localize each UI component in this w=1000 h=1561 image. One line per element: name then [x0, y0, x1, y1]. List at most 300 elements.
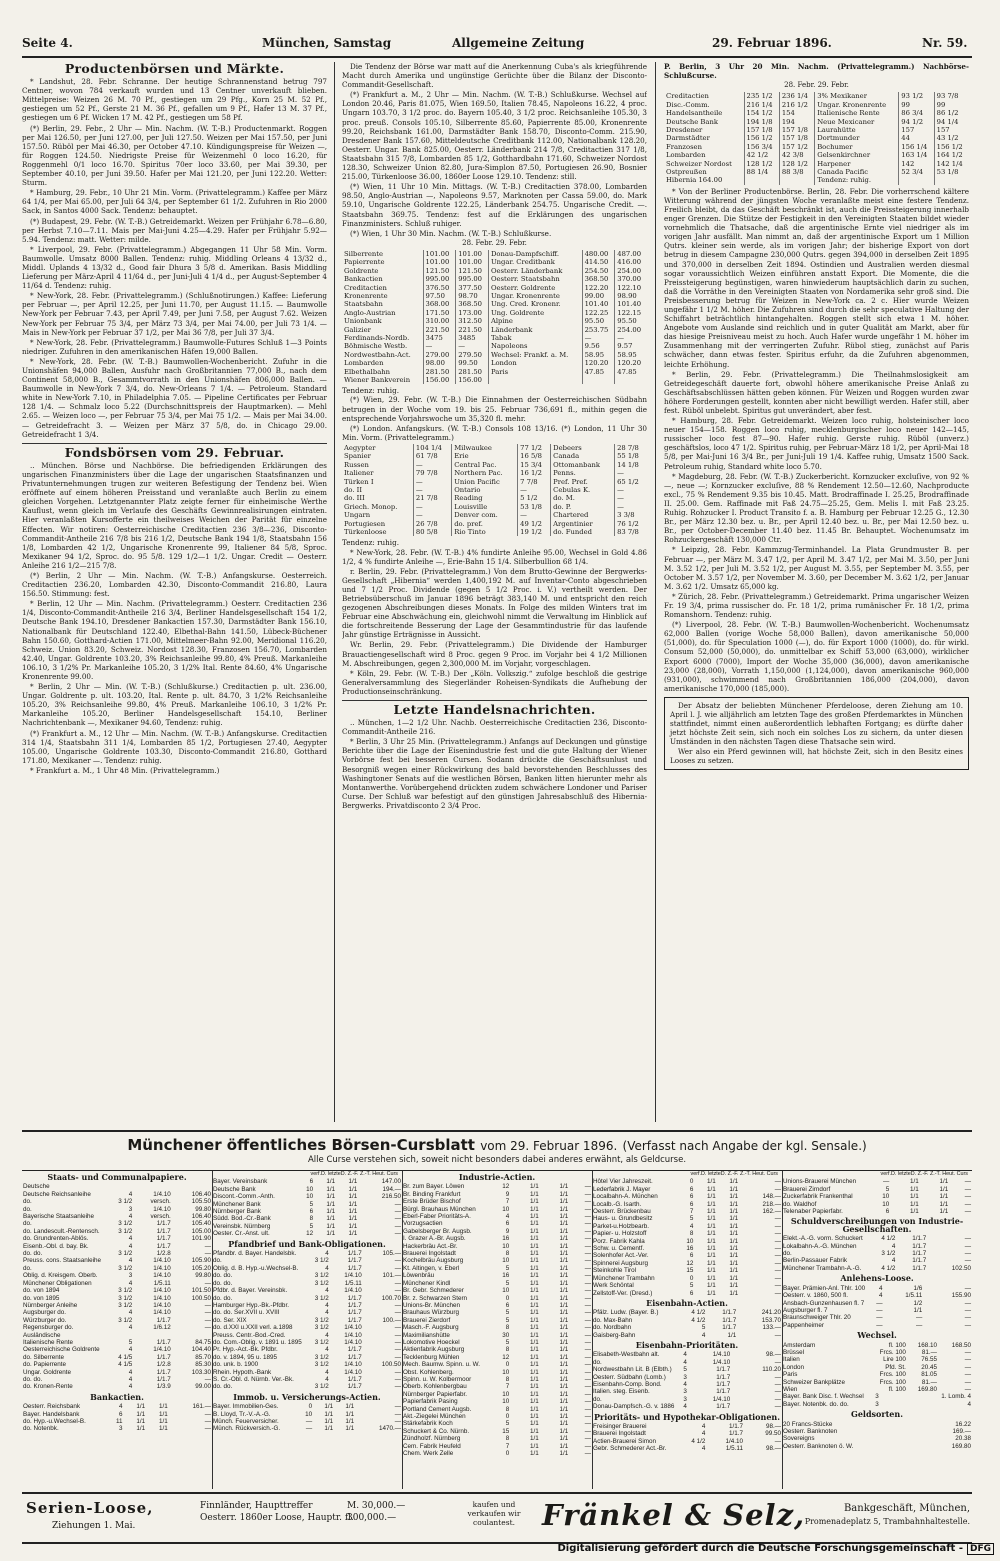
section-heading-letzte: Letzte Handelsnachrichten.: [393, 702, 596, 717]
bank-row: Nürnberger Bank 6 1/1 1/1 —: [213, 1208, 401, 1216]
pfandbrief-row: do. Ser. XIX 3 1/2 1/1.7 100.—: [213, 1316, 401, 1324]
brauerei-row: Brauerei Zirndorf 5 1/1 1/1 —: [783, 1185, 971, 1193]
wien-row: Bankactien 995.00 995.00 Oesterr. Staatsbahn 368.50 370.00: [344, 275, 642, 284]
hypothekar-row: Gebr. Schmederer Act.-Br. 4 1/5.11 98.—: [593, 1445, 781, 1453]
industrie-row: Schuckert & Co. Nürnb. 15 1/1 1/1 —: [403, 1427, 591, 1435]
section-heading-produktenboersen: Productenbörsen und Märkte.: [64, 62, 285, 76]
section-schuldverschreibungen: Schuldverschreibungen von Industrie-Gesellschaften.: [790, 1216, 964, 1234]
table-eisenbahn: [592, 1309, 782, 1339]
berlin-row: Creditactien 235 1/2 236 1/4 3% Mexikaner 93 1/2 93 7/8: [666, 92, 959, 101]
bank-brand: Fränkel & Selz,: [542, 1498, 806, 1532]
staatspapier-row: do. do. 4 1/1.7 —: [23, 1375, 211, 1383]
market-report-5: * New-York, 28. Febr. (Privattelegramm.) (Schlußnotirungen.) Kaffee: Lieferung per Februar —, per April 12.25, per Juni 11.70, per August 11.15. — Baumwolle New-York per Februar 7.43, per April 7.49, per Juni 7.58, per August 7.62. Weizen New-York per Februar 75 3/4, per März 73 3/4, per Mai 74.00, per Juli 73 1/4. — Mais in New-York per Februar 37 1/2, per Mai 36 7/8, per Juli 37 3/4.: [22, 291, 327, 337]
immobilie-row: B. Lloyd, Tr.-V.-A.-G. 10 1/1 1/1 —: [213, 1410, 401, 1418]
staatspapier-row: Oblig. d. Kreisgem. Oberb. 3 1/4.10 99.80: [23, 1272, 211, 1280]
industrie2-row: Parket-u.Holzbearb. 4 1/1 1/1 —: [593, 1222, 781, 1230]
industrie-row: Oberb. Kohlenbergbau 7 1/1 1/1 —: [403, 1383, 591, 1391]
geldsorte-row: Oesterr. Banknoten ö. W. 169.80: [783, 1442, 971, 1450]
industrie-row: Portland Cement Augsb. 8 1/1 1/1 —: [403, 1405, 591, 1413]
berlin-table: [664, 92, 969, 184]
pfandbrief-row: do. do. 3 1/2 1/4.10 101.—: [213, 1272, 401, 1280]
boerse-report-c-0: * New-York, 28. Febr. (W. T.-B.) 4% fundirte Anleihe 95.00, Wechsel in Gold 4.86 1/2, 4 % fundirte Anleihe —, Erie-Bahn 15 1/4. Silberbullion 68 1/4.: [342, 547, 647, 566]
bank-row: Discont.-Comm.-Anth. 10 1/1 1/1 216.50: [213, 1193, 401, 1201]
staatspapier-row: do. 3 1/2 1/1.7 105.40: [23, 1220, 211, 1228]
table-hypothekar: [592, 1423, 782, 1453]
london-row: Türken I — Union Pacific 7 7/8 Pref. Pref. 65 1/2: [344, 477, 639, 486]
staatspapier-row: do. do. 3 1/2 1/2.8 —: [23, 1250, 211, 1258]
pfandbrief-row: Rhein. Hypoth.-Bank 4 1/4.10 —: [213, 1368, 401, 1376]
wechsel-row: Wien fl. 100 169.80 —: [783, 1385, 971, 1393]
bank-row: Oester. Cr.-Anst. ult. 12 1/1 1/1 —: [213, 1230, 401, 1238]
immobilie-row: Bayer. Immobilien-Ges. 0 1/1 1/1 —: [213, 1403, 401, 1411]
table-wechsel: [782, 1342, 972, 1394]
table-industrie: [402, 1183, 592, 1457]
industrie-row: Hackerbräu Act.-Br. 10 1/1 1/1 —: [403, 1242, 591, 1250]
industrie-row: Akt.-Ziegelei München 0 1/1 1/1 —: [403, 1413, 591, 1420]
boerse-report-c-2: Wr. Berlin, 29. Febr. (Privattelegramm.) Die Dividende der Hamburger Brauactiengesellschaft wird 8 Proc. gegen 9 Proc. im Vorjahr bei 4 1/2 Millionen M. Abschreibungen, gegen 2,300,000 M. im Vorjahr, vorgeschlagen.: [342, 640, 647, 668]
london-row: do. III 21 7/8 Reading 5 1/2 do. M. —: [344, 494, 624, 503]
col3-paragraphs: [664, 187, 969, 693]
geldsorte-row: Sovereigns 20.38: [783, 1435, 971, 1443]
prioritaet-row: Eisenbahn-Comp. Bond. 4 1/1.7 —: [593, 1380, 781, 1388]
staatspapier-row: Italienische Rente 5 1/1.7 84.75: [23, 1338, 211, 1346]
wien-row: Papierrente 101.00 101.00 Ungar. Creditbank 414.50 416.00: [344, 258, 642, 267]
staatspapier-row: Würzburger do. 3 1/2 1/1.7 —: [23, 1316, 211, 1324]
section-bankactien: Bankactien.: [90, 1391, 144, 1402]
industrie-row: Spinn. u. W. Kolbermoor 8 1/1 1/1 —: [403, 1375, 591, 1383]
section-industrie: Industrie-Actien.: [458, 1172, 536, 1182]
industrie-row: Lokomotive Hoeckel 5 1/1 1/1 —: [403, 1338, 591, 1346]
industrie-row: Kochelbräu Augsburg 10 1/1 1/1 —: [403, 1257, 591, 1265]
section-immobilien: Immob. u. Versicherungs-Actien.: [233, 1391, 381, 1402]
pfandbrief-row: S. Cr.-Obl. d. Nürnb. Ver.-Bk. 4 1/1.7 —: [213, 1375, 401, 1383]
pfandbrief-row: do. 3 1/2 1/1.7 —: [213, 1257, 401, 1265]
pfandbrief-row: do. v. 1894, 95 u. 1895 3 1/2 1/1.7 —: [213, 1353, 401, 1361]
pfandbrief-row: do. unk. b. 1900 3 1/2 1/4.10 100.50: [213, 1361, 401, 1369]
prioritaet-row: Oesterr. Südbahn (Lomb.) 3 1/1.7 —: [593, 1373, 781, 1381]
market-report-2: * Hamburg, 29. Febr., 10 Uhr 21 Min. Vorm. (Privattelegramm.) Kaffee per März 64 1/4, per Mai 65.00, per Juli 64 3/4, per September 61 1/2. Zufuhren in Rio 2000 Sack, in Santos 4000 Sack. Tendenz: behauptet.: [22, 188, 327, 216]
fonds-report-b-1: (*) Frankfurt a. M., 12 Uhr — Min. Nachm. (W. T.-B.) Anfangskurse. Creditactien 314 1/4, Staatsbahn 311 1/4, Lombarden 85 1/2, Portugiesen 27.40, Aegypter 105.00, Ungarische Goldrente 103.30, Disconto-Commandit 216.80, Gotthard 171.80, Mexikaner —. Tendenz: ruhig.: [22, 728, 327, 765]
col1-paragraphs-2: [22, 461, 327, 681]
schuldverschreibung-row: Elekt.-A.-G. vorm. Schuckert 4 1/2 1/1.7 —: [783, 1235, 971, 1243]
schuldverschreibung-row: Lokalbahn-A.-G. München 4 1/1.7 —: [783, 1242, 971, 1250]
table-immobilien: [212, 1403, 402, 1433]
london-row: Portugiesen 26 7/8 do. pref. 49 1/2 Argentinier 76 1/2: [344, 519, 639, 528]
disconto-row: Bayer. Notenbk. do. do. 3 4: [783, 1400, 971, 1408]
column-header: verf.D. letzteD. Z.-F. Z.-T. Heut. Curs: [310, 1171, 398, 1177]
industrie-row: Maximilianshütte 30 1/1 1/1 —: [403, 1331, 591, 1339]
section-anlehens-loose: Anlehens-Loose.: [840, 1273, 914, 1284]
newspaper-page: [22, 8, 972, 1548]
staatspapier-row: Preuss. cons. Staatsanleihe 4 1/4.10 105.90: [23, 1257, 211, 1265]
wien-tendenz: Tendenz: ruhig.: [342, 386, 399, 396]
ziehung-label: Ziehungen 1. Mai.: [52, 1521, 136, 1531]
fonds-report-1: (*) Berlin, 2 Uhr — Min. Nachm. (W. T.-B.) Anfangskurse. Oesterreich. Creditactien 236.20, Lombarden 42.30, Disconto-Commandit 216.80, Laura 156.50. Stimmung: fest.: [22, 570, 327, 599]
wien-table: [342, 250, 647, 385]
boerse-report-3: (*) Wien, 1 Uhr 30 Min. Nachm. (W. T.-B.) Schlußkurse.: [350, 228, 552, 238]
staatspapier-row: Eisenb.-Obl. d. bay. Bk. 4 1/1.7 —: [23, 1242, 211, 1250]
industrie-row: Unions-Br. München 6 1/1 1/1 —: [403, 1301, 591, 1309]
col1-paragraphs-3: [22, 682, 327, 775]
prioritaet-row: Nordwestbahn Lit. B (Elbth.) 5 1/1.7 110.20: [593, 1366, 781, 1374]
boerse-report-c-3: * Köln, 29. Febr. (W. T.-B.) Der „Köln. Volkszig.“ zufolge beschloß die gestrige Generalversammlung des Siegerländer Roheisen-Syndikats die Aufhebung der Productionseinschränkung.: [342, 668, 647, 696]
column-3: [664, 62, 969, 1122]
industrie-row: Kt. Altingen, v. Eberl 5 1/1 1/1 —: [403, 1264, 591, 1272]
anlehen-row: Braunschweiger Thlr. 20 — — —: [783, 1314, 971, 1322]
productenboerse-report-5: * Zürich, 28. Febr. (Privattelegramm.) Getreidemarkt. Prima ungarischer Weizen Fr. 19 3/4, prima russischer do. Fr. 18 1/2, prima rumänischer Fr. 18 1/2, prima Romanshorn. Tendenz: ruhig.: [664, 591, 969, 620]
page-header: [22, 36, 972, 58]
cursblatt-col-3: [402, 1171, 593, 1489]
geldsorte-row: Oesterr. Banknoten 169.—: [783, 1428, 971, 1435]
table-disconto: [782, 1393, 972, 1408]
pfandbrief-row: Oblig. d. B. Hyp.-u.Wechsel-B. 4 1/1.7 —: [213, 1264, 401, 1272]
wien-row: Unionbank 310.00 312.50 Alpine 95.50 95.50: [344, 317, 637, 326]
hypothekar-row: Brauerei Ingolstadt 4 1/1.7 99.50: [593, 1430, 781, 1438]
pfandbrief-row: do. do. 3 1/2 1/1.7 100.70: [213, 1294, 401, 1302]
loose-amounts: M. 30,000.— 300,000.—: [347, 1501, 406, 1523]
industrie-row: Papierfabrik Pasing 10 1/1 1/1 —: [403, 1398, 591, 1406]
berlin-row: Disc.-Comm. 216 1/4 216 1/2 Ungar. Kronenrente 99 99: [666, 100, 946, 109]
prioritaet-row: do. 4 1/4.10 —: [593, 1358, 781, 1366]
productenboerse-report-3: * Magdeburg, 28. Febr. (W. T.-B.) Zuckerbericht. Kornzucker excluſive, von 92 % —, neue —; Kornzucker excluſive, 88 % Rendement 12.50—12.60, Nachproducte excl., 75 % Rendement 9.35 bis 10.45. Matt. Brodraffinade I. 25.25, Brodraffinade II. 25.00. Gem. Raffinade mit Faß 24.75—25.25, Gem. Melis I. mit Faß 23.25. Ruhig. Rohzucker I. Product Transito f. a. B. Hamburg per Februar 12.25 G., 12.30 Br., per März 12.30 bez. u. Br., per April 12.40 bez. u. Br., per Mai 12.50 bez. u. Br., per October-December 11.40 bez. 11.45 Br. Behauptet. Wochenumsatz im Rohzuckergeschäft 130,000 Ctr.: [664, 471, 969, 545]
section-wechsel: Wechsel.: [857, 1330, 897, 1341]
table-brauereien: [782, 1178, 972, 1215]
industrie-row: Vorzugsactien 6 1/1 1/1 —: [403, 1220, 591, 1228]
productenboerse-report-0: * Von der Berliner Productenbörse. Berlin, 28. Febr. Die vorherrschend kältere Witterung während der jüngsten Woche veranlaßte meist eine festere Tendenz. Freilich bleibt, da das Geschäft beschränkt ist, auch die Preissteigerung innerhalb enger Grenzen. Die Stütze der Festigkeit in den Vereinigten Staaten bildet wieder vornehmlich die Thatsache, daß die argentinische Ernte viel niedriger als im vorigen Jahr ausfällt. Man nimmt an, daß der argentinische Export um 1 Million Qutrs. kleiner sein werde, als im vorigen Jahr; der bisherige Export von dort betrug in diesem Campagne 230,000 Qutrs. gegen 394,000 in derselben Zeit 1895 und 370,000 in derselben Zeit 1894. Ostindien und Australien werden diesmal sogar voraussichtlich Weizen einführen anstatt Export. Die Momente, die die Preissteigerung begünstigen, waren hinwiederum hauptsächlich darin zu suchen, daß die Vorräthe in den Vereinigten Staaten von Nordamerika sehr groß sind. Die Preisbesserung betrug für Weizen in New-York ca. 2 c. Hier wurde Weizen ungefähr 1 1/2 M. höher. Die Zufuhren sind durch die sehr speculative Haltung der Schiffahrt beträchtlich hintangehalten. Roggen stellt sich etwa 1 M. höher. Angebote vom Auslande sind reichlich und in guter Qualität am Markt, aber für das hiesige Preisniveau meist zu hoch. Auch Hafer wurde ungefähr 1 M. höher im Zusammenhang mit der verringerten Zufuhr. Rübol stieg, zunächst auf Paris schwächer, dann etwas fester. Spiritus erfuhr, da die Zufuhren abgenommen, leichte Erhöhung.: [664, 186, 969, 369]
cursblatt-col-1: [22, 1171, 213, 1489]
section-geldsorten: Geldsorten.: [851, 1409, 903, 1420]
section-eisenbahn: Eisenbahn-Actien.: [646, 1297, 728, 1308]
bankactie-row: do. Notenbk. 3 1/1 1/1 —: [23, 1425, 211, 1433]
bank-row: Deutsche Bank 10 1/1 1/1 194.—: [213, 1185, 401, 1193]
market-report-6: * New-York, 28. Febr. (Privattelegramm.) Baumwolle-Futures Schluß 1—3 Points niedriger. Zufuhren in den amerikanischen Häfen 19,000 Ballen.: [22, 337, 327, 356]
pfandbrief-row: Hamburger Hyp.-Bk.-Pfdbr. 4 1/1.7 —: [213, 1301, 401, 1309]
column-header-5: verf.D. letzteD. Z.-F. Z.-T. Heut. Curs: [880, 1171, 968, 1177]
issue-number: Nr. 59.: [922, 36, 968, 50]
dfg-logo: DFG: [967, 1543, 994, 1555]
productenboerse-report-6: (*) Liverpool, 28. Febr. (W. T.-B.) Baumwollen-Wochenbericht. Wochenumsatz 62,000 Ballen (vorige Woche 58,000 Ballen), davon amerikanische 50,000 (51,000), do. für Speculation 1000 (—), do. für Export 1000 (1000), do. für wirkl. Consum 52,000 (50,000), do. unmittelbar ex Schiff 53,000 (63,000), wirklicher Export 6000 (7000), Import der Woche 35,000 (36,000), davon amerikanische 23,000 (28,000), Vorrath 1,150,000 (1,124,000), davon amerikanische 960,000 (931,000), schwimmend nach Großbritannien 186,000 (204,000), davon amerikanische 170,000 (185,000).: [664, 620, 969, 693]
boerse-report-b-1: (*) London. Anfangskurs. (W. T.-B.) Consols 108 13/16. (*) London, 11 Uhr 30 Min. Vorm. (Privattelegramm.): [342, 423, 647, 442]
letzte-nachricht-0: .. München, 1—2 1/2 Uhr. Nachb. Oesterreichische Creditactien 236, Disconto-Commandit-Antheile 216.: [342, 718, 647, 737]
industrie-row: Tecklenburg Mühlen 12 1/1 1/1 —: [403, 1353, 591, 1361]
market-report-4: * Liverpool, 29. Febr. (Privattelegramm.) Abgegangen 11 Uhr 58 Min. Vorm. Baumwolle. Umsatz 8000 Ballen. Tendenz: ruhig. Middling Orleans 4 13/32 d., Middl. Uplands 4 13/32 d., Good fair Dhura 3 5/8 d. Amerikan. Basis Middling Lieferung per März-April 4 11/64 d., per Juni-Juli 4 1/4 d., per August-September 4 11/64 d. Tendenz: ruhig.: [22, 244, 327, 291]
staatspapier-row: Münchener Obligationen 4 1/5.11 —: [23, 1279, 211, 1287]
prioritaet-row: do. 3 1/4.10 —: [593, 1395, 781, 1403]
cursblatt-col-2: [212, 1171, 403, 1489]
pfandbrief-row: do. do. 3 1/2 1/1.7 —: [213, 1383, 401, 1391]
bankactie-row: Bayer. Handelsbank 6 1/1 1/1 —: [23, 1410, 211, 1418]
industrie-row: I. Grazer A.-Br. Augsb. 16 1/1 1/1 —: [403, 1235, 591, 1243]
bankactie-row: Oesterr. Reichsbank 4 1/1 1/1 161.—: [23, 1403, 211, 1411]
bank-row: Südd. Bod.-Cr.-Bank 8 1/1 1/1 —: [213, 1215, 401, 1223]
industrie2-row: Papier- u. Holzstoff 8 1/1 1/1 —: [593, 1230, 781, 1238]
wien-row: Anglo-Austrian 171.50 173.00 Ung. Goldrente 122.25 122.15: [344, 308, 642, 317]
industrie-row: Münchener Kindl 5 1/1 1/1 —: [403, 1279, 591, 1287]
industrie2-row: Solenhofer Act.-Ver. 6 1/1 1/1 —: [593, 1252, 781, 1260]
berlin-row: Dresdener 157 1/8 157 1/8 Laurahütte 157 157: [666, 125, 950, 134]
industrie-row: Erste Brüder Bischof 7 1/1 1/1 —: [403, 1198, 591, 1206]
prioritaet-row: Donau-Dampfsch.-G. v. 1886 4 1/1.7 —: [593, 1403, 781, 1411]
berlin-nachboerse-title: P. Berlin, 3 Uhr 20 Min. Nachm. (Privattelegramm.) Nachbörse-Schlußcurse.: [664, 62, 969, 81]
pfandbrief-row: do. do. 3 1/2 1/5.11 —: [213, 1279, 401, 1287]
market-report-3: (*) Budapest, 29. Febr. (W. T.-B.) Getreidemarkt. Weizen per Frühjahr 6.78—6.80, per Herbst 7.10—7.11. Mais per Mai-Juni 4.25—4.29. Hafer per Frühjahr 5.92—5.94. Tendenz: matt. Wetter: milde.: [22, 216, 327, 244]
industrie2-row: Lederfabrik J. Mayer 6 1/1 1/1 —: [593, 1185, 781, 1193]
staatspapier-row: do. Silberrente 4 1/5 1/1.7 85.70: [23, 1353, 211, 1361]
boerse-report-1: (*) Frankfurt a. M., 2 Uhr — Min. Nachm. (W. T.-B.) Schlußkurse. Wechsel auf London 20.46, Paris 81.075, Wien 169.50, Italien 78.45, Napoleons 16.22, 4 proc. Ungarn 103.70, 3 1/2 proc. do. Bayern 105.40, 3 1/2 proc. Reichsanleihe 105.30, 3 proc. preuß. Consols 105.10, Silberrente 85.60, Papierrente 85.00, Kronenrente 99.20, Reichsbank 161.00, Darmstädter Bank 158.70, Disconto-Comm. 215.90, Dresdener Bank 157.60, Mitteldeutsche Creditbank 112.00, Nationalbank 128.20, Oesterr. Ungar. Bank 825.00, Oesterr. Länderbank 214 7/8, Creditactien 317 1/8, Staatsbahn 315 7/8, Lombarden 85 1/2, Gotthardbahn 171.60, Schweizer Nordost 128.30, Schweizer Union 82.80, Jura-Simplon 87.50, Portugiesen 26.90, Bosnier 215.00, Türkenloose 36.00, 1860er Loose 129.10. Tendenz: still.: [342, 90, 647, 182]
wechsel-row: Italien Lire 100 76.55 —: [783, 1356, 971, 1364]
industrie-row: Br. Binding Frankfurt 9 1/1 1/1 —: [403, 1190, 591, 1198]
staatspapier-row: do. Landescult.-Rentensch. 3 1/2 1/1.7 105.00: [23, 1227, 211, 1235]
london-tendenz: Tendenz: ruhig.: [342, 538, 399, 548]
market-report-7: * New-York, 28. Febr. (W. T.-B.) Baumwollen-Wochenbericht. Zufuhr in die Unionshäfen 94,000 Ballen, Ausfuhr nach Großbritannien 77,000 B., nach dem Continent 58,000 B., Gesammtvorrath in den Unionshäfen 806,000 Ballen. — Baumwolle in New-York 7 3/4, do. New-Orleans 7 1/4. — Petroleum. Standard white in New-York 7.10, in Philadelphia 7.05. — Pipeline Certificates per Februar 128 1/4. — Schmalz loco 5.22 (Durchschnittspreis der Hauptmarken). — Mehl 2.65. — Weizen loco —, per Februar 75 3/4, per Mai 75 1/2. — Mais per Mai 34.00. — Getreidefracht 3. — Weizen per März 37 5/8, do. in Chicago 29.00. Getreidefracht 1 3/4.: [22, 356, 327, 439]
industrie2-row: Münchener Trambahn 0 1/1 1/1 —: [593, 1274, 781, 1282]
industrie-row: Bürgl. Brauhaus München 10 1/1 1/1 —: [403, 1205, 591, 1213]
pfandbrief-row: Preuss. Centr.-Bod.-Cred. 4 1/4.10 —: [213, 1331, 401, 1339]
wien-row: Nordwestbahn-Act. 279.00 279.50 Wechsel: Frankf. a. M. 58.95 58.95: [344, 350, 637, 359]
hypothekar-row: Actien-Brauerei Simon 4 1/2 1/4.10 —: [593, 1437, 781, 1445]
wechsel-row: Amsterdam fl. 100 168.10 168.50: [783, 1341, 971, 1349]
wien-row: Goldrente 121.50 121.50 Oesterr. Länderbank 254.50 254.00: [344, 266, 642, 275]
wechsel-row: Brüssel Frcs. 100 81.— —: [783, 1348, 971, 1356]
industrie2-row: Hôtel Vier Jahreszeit. 0 1/1 1/1 —: [593, 1178, 781, 1186]
staatspapier-row: Ungar. Goldrente 4 1/1.7 103.30: [23, 1368, 211, 1376]
wien-row: Creditactien 376.50 377.50 Oesterr. Goldrente 122.20 122.10: [344, 283, 642, 292]
prioritaet-row: Italien. steg. Eisenb. 3 1/1.7 —: [593, 1388, 781, 1396]
industrie-row: Nürnberger Papierfabr. 10 1/1 1/1 —: [403, 1390, 591, 1398]
industrie-row: Br. z. Schwarzen Stern 0 1/1 1/1 —: [403, 1294, 591, 1302]
berlin-row: Ostpreußen 88 1/4 88 3/8 Canada Pacific 52 3/4 53 1/8: [666, 167, 959, 176]
pfandbrief-row: Pfdbr. d. Bayer. Vereinsbk. 4 1/4.10 —: [213, 1287, 401, 1295]
productenboerse-report-2: * Hamburg, 28. Febr. Getreidemarkt. Weizen loco ruhig, holsteinischer loco neuer 154—158. Roggen loco ruhig, mecklenburgischer loco neuer 142—145, russischer loco fest 87—90. Hafer ruhig. Gerste ruhig. Rüböl (unverz.) geschäftslos, loco 47 1/2. Spiritus ruhig, per Februar-März 18 1/2, per April-Mai 18 5/8, per Mai-Juni 16 3/4 Br., per Juni-Juli 19 1/4. Kaffee ruhig, Umsatz 1500 Sack. Petroleum ruhig, Standard white loco 5.70.: [664, 416, 969, 471]
boersen-cursblatt: [22, 1130, 972, 1490]
fonds-report-b-0: * Berlin, 2 Uhr — Min. (W. T.-B.) (Schlußkurse.) Creditactien p. ult. 236.00, Ungar. Goldrente p. ult. 103.20, Ital. Rente p. ult. 84.70, 3 1/2% Reichsanleihe 105.20, 3% Reichsanleihe 99.80, 4% Preuß. Markanleihe 106.10, 3 1/2% Pr. Markanleihe 105.20, Berliner Handelsgesellschaft 154.10, Berliner Nachrichtenbank —, Mexikaner 94.60, Tendenz: ruhig.: [22, 682, 327, 728]
berlin-row: Darmstädter 156 1/2 157 1/8 Dortmunder 44 43 1/2: [666, 134, 959, 143]
column-2: [342, 62, 647, 1122]
eisenbahn-row: do. Nordbahn 5 1/1.7 133.—: [593, 1324, 781, 1332]
table-banken: [212, 1178, 402, 1237]
london-row: do. II — Ontario — Cebulas K. —: [344, 485, 624, 494]
immobilie-row: Münch. Feuerversicher. — 1/1 1/1 —: [213, 1418, 401, 1425]
issue-date: 29. Februar 1896.: [712, 36, 832, 50]
table-industrie-2: [592, 1178, 782, 1297]
boerse-report-b-0: (*) Wien, 29. Febr. (W. T.-B.) Die Einnahmen der Oesterreichischen Südbahn betrugen in der Woche vom 19. bis 25. Februar 736,691 fl., mithin gegen die entsprechende Vorjahrswoche um 35,320 fl. mehr.: [342, 395, 647, 423]
brauerei-row: Telenaber Papierfabr. 6 1/1 1/1 —: [783, 1208, 971, 1216]
staatspapier-row: do. 3 1/2 1/4.10 105.20: [23, 1264, 211, 1272]
table-staatspapiere: [22, 1183, 212, 1390]
productenboerse-report-1: * Berlin, 29. Febr. (Privattelegramm.) Die Theilnahmslosigkeit am Getreidegeschäft dauerte fort, obwohl höhere amerikanische Preise Anlaß zu Geschäftsabschlüssen hätten geben können. Für Weizen und Roggen wurden zwar höhere Forderungen gestellt, konnten aber nicht bewilligt werden. Hafer still, aber fest. Rüböl unbelebt. Spiritus gut unverändert, aber fest.: [664, 369, 969, 415]
london-row: Russen — Central Pac. 15 3/4 Ottomanbank 14 1/8: [344, 460, 639, 469]
eisenbahn-row: Gaisberg-Bahn 4 1/1 —: [593, 1331, 781, 1339]
pfandbrief-row: do. do. Ser.XVII u. XVIII 4 1/1.7 —: [213, 1309, 401, 1317]
wien-row: Silberrente 101.00 101.00 Donau-Dampfschiff. 480.00 487.00: [344, 249, 642, 258]
boerse-report-0: Die Tendenz der Börse war matt auf die Anerkennung Cuba's als kriegführende Macht durch Amerika und ungünstige Gerüchte über die Bilanz der Disconto-Commandit-Gesellschaft.: [342, 62, 647, 90]
pfandbrief-row: Pr. Hyp.-Act.-Bk. Pfdbr. 4 1/1.7 —: [213, 1346, 401, 1354]
industrie2-row: Localbahn-A. München 6 1/1 1/1 148.—: [593, 1193, 781, 1201]
london-table: [342, 444, 647, 536]
industrie2-row: Zellstoff-Ver. (Dresd.) 6 1/1 1/1 —: [593, 1289, 781, 1297]
wien-row: Kronenrente 97.50 98.70 Ungar. Kronenrente 99.00 98.90: [344, 291, 637, 300]
anlehen-row: Bayer. Prämien-Anl. Thlr. 100 4 1/6 —: [783, 1284, 971, 1292]
place-day: München, Samstag: [262, 36, 392, 50]
berlin-row: Handelsantheile 154 1/2 154 Italienische Rente 86 3/4 86 1/2: [666, 109, 959, 118]
wechsel-row: Paris Frcs. 100 81.05 —: [783, 1371, 971, 1379]
immobilie-row: Münch. Rückversich.-G. — 1/1 1/1 1470.—: [213, 1425, 401, 1433]
berlin-row: Schweizer Nordost 128 1/2 128 1/2 Harpener 142 142 1/4: [666, 159, 963, 168]
market-report-1: (*) Berlin, 29. Febr., 2 Uhr — Min. Nachm. (W. T.-B.) Productenmarkt. Roggen per Mai 126.50, per Juni 127.00, per Juli 127.50. Weizen per Mai 157.50, per Juni 157.50. Rüböl per Mai 46.30, per October 47.10. Kündigungspreise für Weizen —, für Roggen 124.50. Niedrigste Preise für Weizenmehl 0 loco 16.20, für Roggenmehl 0/1 loco 16.70. Spiritus 70er loco 33.60, per Mai 39.30, per September 40.10, per Juni 39.50. Hafer per Mai 121.20, per Juni 122.20. Wetter: Sturm.: [22, 123, 327, 188]
pfandbrief-row: do. Com.-Oblig. v. 1891 u. 1895 3 1/2 1/4.10 —: [213, 1338, 401, 1346]
col1-paragraphs: [22, 77, 327, 439]
table-geldsorten: [782, 1421, 972, 1451]
schuldverschreibung-row: do. 3 1/2 1/1.7 —: [783, 1250, 971, 1258]
industrie-row: Chem. Werk Zelle 0 1/1 1/1 —: [403, 1450, 591, 1458]
staatspapier-row: Ausländische: [23, 1331, 61, 1339]
wechsel-row: London Pfd. St. 20.45 —: [783, 1363, 971, 1371]
letzte-nachricht-1: * Berlin, 3 Uhr 25 Min. (Privattelegramm.) Anfangs auf Deckungen und günstige Berichte über die Lage der Eisenindustrie fest und die gute Haltung der Wiener Vorbörse fest bei besseren Cursen. Sodann drückte die Geschäftsunlust und Besorgniß wegen einer Rückwirkung des bald bevorstehenden Beschlusses des Washingtoner Senats auf die westlichen Börsen, Banken litten hierunter mehr als Montanwerthe. Vorübergehend drückten zudem schwächere Londoner und Pariser Curse. Der Schluß war befestigt auf den günstigen Jahresabschluß des Hibernia-Bergwerks. Privatdisconto 2 3/4 Proc.: [342, 737, 647, 810]
brauerei-row: Unions-Brauerei München — 1/1 1/1 —: [783, 1178, 971, 1186]
staatspapier-row: do. Papierrente 4 1/5 1/2.8 85.30: [23, 1361, 211, 1369]
industrie2-row: Spinnerei Augsburg 12 1/1 1/1 —: [593, 1259, 781, 1267]
wien-row: Lombarden 98.00 99.50 London 120.20 120.20: [344, 359, 642, 368]
col2-paragraphs-3: [342, 548, 647, 697]
industrie-row: Br. Gebr. Schmederer 10 1/1 1/1 —: [403, 1287, 591, 1295]
section-heading-fondsboersen: Fondsbörsen vom 29. Februar.: [64, 444, 285, 460]
wechsel-row: Schweizer Bankplätze Frcs. 100 81.— —: [783, 1378, 971, 1386]
industrie-row: Löwenbräu 16 1/1 1/1 —: [403, 1272, 591, 1280]
staatspapier-row: do. von 1895 3 1/2 1/4.10 100.50: [23, 1294, 211, 1302]
staatspapier-row: Deutsche: [23, 1183, 50, 1191]
schuldverschreibung-row: Münchener Trambahn-A.-G. 4 1/2 1/1.7 102.50: [783, 1264, 971, 1272]
industrie-row: Brauerei Ingolstadt 8 1/1 1/1 —: [403, 1250, 591, 1258]
market-report-0: * Landshut, 28. Febr. Schranne. Der heutige Schrannenstand betrug 797 Centner, wovon 784 verkauft wurden und 13 Centner unverkauft blieben. Mittelpreise: Weizen 26 M. 70 Pf., gestiegen um 29 Pfg., Korn 25 M. 52 Pf., gestiegen um 52 Pf., Gerste 21 M. 36 Pf., gefallen um 9 Pf., Hafer 13 M. 37 Pf., gestiegen um 6 Pf. Wicken 17 M. 42 Pf., gestiegen um 58 Pf.: [22, 77, 327, 123]
section-pfandbriefe: Pfandbrief und Bank-Obligationen.: [228, 1238, 386, 1249]
schuldverschreibung-row: Berlin-Passauer Fabrik 4 1/1.7 —: [783, 1257, 971, 1265]
ad-paragraph-1: Wer also ein Pferd gewinnen will, hat höchste Zeit, sich in den Besitz eines Looses zu setzen.: [670, 746, 963, 765]
table-pfandbriefe: [212, 1250, 402, 1391]
footer-advertisement: [22, 1492, 972, 1544]
berlin-row: Lombarden 42 1/2 42 3/8 Gelsenkirchner 163 1/4 164 1/2: [666, 151, 963, 160]
cursblatt-col-4: [592, 1171, 783, 1489]
industrie-row: Stärkefabrik Koch 5 1/1 1/1 —: [403, 1420, 591, 1428]
brauerei-row: do. Waldhof 10 1/1 1/1 —: [783, 1200, 971, 1208]
geldsorte-row: 20 Francs-Stücke 16.22: [783, 1420, 971, 1428]
fonds-report-b-2: * Frankfurt a. M., 1 Uhr 48 Min. (Privattelegramm.): [30, 765, 220, 775]
cursblatt-subtitle: Alle Curse verstehen sich, soweit nicht besonders dabei anderes erwähnt, als Geldcurse.: [307, 1155, 687, 1165]
industrie2-row: Oesterr. Brückenbau 7 1/1 1/1 162.—: [593, 1208, 781, 1216]
wien-row: Galizier 221.50 221.50 Länderbank 253.75 254.00: [344, 325, 642, 334]
industrie-row: Br. zum Bayer. Löwen 12 1/1 1/1 —: [403, 1183, 591, 1191]
section-staatspapiere: Staats- und Communalpapiere.: [47, 1172, 187, 1182]
loose-names: Finnländer, Haupttreffer Oesterr. 1860er Loose, Hauptr. fl.: [200, 1501, 354, 1523]
staatspapier-row: do. 3 1/4.10 99.80: [23, 1205, 211, 1213]
industrie-row: Aktienfabrik Augsburg 8 1/1 1/1 —: [403, 1346, 591, 1354]
staatspapier-row: Regensburger do. 4 1/6.12 —: [23, 1324, 211, 1332]
industrie2-row: Haus- u. Grundbesitz 5 1/1 1/1 —: [593, 1215, 781, 1223]
newspaper-title: Allgemeine Zeitung: [452, 36, 585, 50]
disconto-row: Bayer. Bank Disc. f. Wechsel 3 1. Lomb. 4: [783, 1393, 971, 1401]
staatspapier-row: do. 3 1/2 versch. 105.50: [23, 1198, 211, 1206]
bankactie-row: do. Hyp.-u.Wechsel-B. 11 1/1 1/1 —: [23, 1418, 211, 1425]
boerse-report-2: (*) Wien, 11 Uhr 10 Min. Mittags. (W. T.-B.) Creditactien 378.00, Lombarden 98.50, Anglo-Austrian —, Napoleons 9.57, Marknoten per Cassa 59.00, do. Mark 59.10, Ungarische Goldrente 122.25, Länderbank 254.75. Ungarische Credit. —. Staatsbahn 369.75. Tendenz: fest auf die Erklärungen des ungarischen Finanzministers. Schluß ruhiger.: [342, 182, 647, 228]
prioritaet-row: Elisabeth-Westbahn alt. 4 1/4.10 98.—: [593, 1351, 781, 1359]
industrie-row: Cem. Fabrik Heufeld 7 1/1 1/1 —: [403, 1442, 591, 1450]
col2-paragraphs: [342, 62, 647, 238]
anlehen-row: Oesterr. v. 1860, 500 fl. 4 1/5.11 155.90: [783, 1292, 971, 1300]
boerse-report-c-1: r. Berlin, 29. Febr. (Privattelegramm.) Von dem Brutto-Gewinne der Bergwerks-Gesellschaft „Hibernia“ werden 1,400,192 M. auf Inventar-Conto abgeschrieben und 7 1/2 Proc. Dividende (gegen 5 1/2 Proc. i. V.) vertheilt werden. Der Betriebsüberschuß im Januar 1896 beträgt 383,140 M. und entspricht den reich gezogenen Abschreibungen dieses Monats. In Folge des milden Winters trat im Februar eine Abschwächung ein, gleichwohl nimmt die Verwaltung im Hinblick auf die fortschreitende Besserung der Lage der Gesammtindustrie für das laufende Jahr günstige Erträgnisse in Aussicht.: [342, 566, 647, 640]
column-header-4: verf.D. letzteD. Z.-F. Z.-T. Heut. Curs: [690, 1171, 778, 1177]
staatspapier-row: Nürnberger Anleihe 3 1/2 1/4.10 —: [23, 1301, 211, 1309]
staatspapier-row: Augsburger do. 4 1/4.10 —: [23, 1309, 211, 1317]
kaufen-verkaufen: kaufen und verkaufen wir coulantest.: [467, 1500, 521, 1527]
fonds-report-2: * Berlin, 12 Uhr — Min. Nachm. (Privattelegramm.) Oesterr. Creditactien 236 1/4, Disconto-Commandit-Antheile 216 3/4, Berliner Handelsgesellschaft 154 1/2, Deutsche Bank 194.10, Dresdener Bankactien 157.30, Darmstädter Bank 156.10, Nationalbank für Deutschland 122.40, Elbethal-Bahn 141.50, Lübeck-Büchener Bahn 150.60, Gotthard-Actien 171.00, Mittelmeer-Bahn 92.00, Meridional 116.20, Schweiz. Union 83.20, Schweiz. Nordost 128.30, Franzosen 156.70, Lombarden 42.40, Ungar. Goldrente 103.20, 3% Reichsanleihe 99.80, 4% Preuß. Markanleihe 106.10, 3 1/2% Pr. Markanleihe 105.20, 3 1/2% Ital. Rente 84.60, 4% Ungarische Kronenrente 99.00.: [22, 599, 327, 681]
serien-loose-label: Serien-Loose,: [26, 1499, 154, 1517]
bank-address: Bankgeschäft, München, Promenadeplatz 5, Trambahnhaltestelle.: [804, 1503, 970, 1526]
london-row: Ungarn — Denver com. — Chartered 3 3/8: [344, 511, 635, 520]
london-row: Italiener 79 7/8 Northern Pac. 16 1/2 Penns. —: [344, 469, 624, 478]
wien-row: Wiener Bankverein 156.00 156.00: [342, 376, 647, 384]
table-bankactien: [22, 1403, 212, 1433]
pfandbrief-row: Pfandbr. d. Bayer. Handelsbk. 4 1/1.7 105.—: [213, 1250, 401, 1258]
london-row: Türkenloose 80 5/8 Rio Tinto 19 1/2 do. Funded 83 7/8: [344, 528, 639, 536]
berlin-row: Deutsche Bank 194 1/8 194 Neue Mexicaner 94 1/2 94 1/4: [666, 117, 959, 126]
industrie2-row: Steinkohle Tirol 15 1/1 1/1 —: [593, 1267, 781, 1275]
table-schuldverschreibungen: [782, 1235, 972, 1272]
page-number: Seite 4.: [22, 36, 73, 50]
brauerei-row: Zuckerfabrik Frankenthal 10 1/1 1/1 —: [783, 1193, 971, 1201]
industrie-row: Masch.-F. Augsburg 8 1/1 1/1 —: [403, 1324, 591, 1332]
bank-row: Bayer. Vereinsbank 6 1/1 1/1 147.00: [213, 1178, 401, 1186]
anlehen-row: Pappenheimer — — —: [783, 1321, 971, 1329]
table-anlehens-loose: [782, 1285, 972, 1329]
industrie2-row: Porz. Fabrik Kahla 10 1/1 1/1 —: [593, 1237, 781, 1245]
industrie-row: Obst. Kohlenberg. 10 1/1 1/1 —: [403, 1368, 591, 1376]
industrie-row: Eberl-Faber Prioritäts-A. 4 1/1 1/1 —: [403, 1213, 591, 1221]
table-prioritaeten: [592, 1351, 782, 1410]
industrie2-row: Localb.-G. Isarth. 6 1/1 1/1 218.—: [593, 1200, 781, 1208]
bank-row: Vereinsbk. Nürnberg 5 1/1 1/1 —: [213, 1222, 401, 1230]
anlehen-row: Augsburger fl. 7 — 1/1 —: [783, 1306, 971, 1314]
industrie2-row: Werk Schöntal 5 1/1 1/1 —: [593, 1282, 781, 1290]
staatspapier-row: do. Kronen-Rente 4 1/3.9 99.00: [23, 1383, 211, 1391]
eisenbahn-row: do. Max-Bahn 4 1/2 1/1.7 153.70: [593, 1316, 781, 1324]
wien-table-header: 28. Febr. 29. Febr.: [462, 238, 527, 247]
industrie-row: Mech. Baumw. Spinn. u. W. 0 1/1 1/1 —: [403, 1361, 591, 1369]
london-row: Griech. Monop. — Louisville 53 1/8 do. P. —: [344, 502, 624, 511]
london-row: Aegypter 104 1/4 Milwaukee 77 1/2 Debeers 28 7/8: [344, 443, 639, 452]
cursblatt-title: Münchener öffentliches Börsen-Cursblatt vom 29. Februar 1896. (Verfasst nach Angabe der kgl. Sensale.): [127, 1136, 867, 1154]
industrie-row: Gabelsberger Br. Augsb. 9 1/1 1/1 —: [403, 1227, 591, 1235]
wien-row: Elbethalbahn 281.50 281.50 Paris 47.85 47.85: [344, 367, 637, 376]
wien-row: Böhmische Westb. — — Napoleons 9.56 9.57: [344, 342, 633, 351]
digitization-notice: Digitalisierung gefördert durch die Deutsche Forschungsgemeinschaft - DFG: [557, 1543, 994, 1555]
cursblatt-col-5: [782, 1171, 972, 1489]
column-1: [22, 62, 327, 1122]
anlehen-row: Ansbach-Gunzenhausen fl. 7 — 1/2 —: [783, 1299, 971, 1307]
staatspapier-row: Oesterreichische Goldrente 4 1/4.10 104.40: [23, 1346, 211, 1354]
fonds-report-0: .. München. Börse und Nachbörse. Die befriedigenden Erklärungen des ungarischen Finanzministers über die Lage der ungarischen Staatsfinanzen und Privatunternehmungen trugen zur weiteren Befestigung der Tendenz bei. Wien eröffnete auf einem höheren Preisstand und veranlaßte auch Berlin zu einem gleichen Vorgehen. Letztgenannter Platz zeigte ferner für einheimische Werthe Kauflust, wenn gleich im Verlaufe des Geschäfts Gewinnrealisirungen eintraten. Hier veranlaßten Kursofferte ein theilweises Weichen der Parität für einzelne Effecten. Wir notiren: Oesterreichische Creditactien 236 3/8—236, Disconto-Commandit-Antheile 216 7/8 bis 216 1/2, Deutsche Bank 194 1/8, Staatsbahn 156 1/8, Lombarden 42 1/2, Ungarische Kronenrente 99, Italiener 84 5/8, Sproc. Mexikaner 94 1/2, Sproc. do. 95 5/8. 129 1/2—1 1/2. Ungar. Credit — Oesterr. Anleihe 216 1/2—215 7/8.: [22, 460, 327, 570]
eisenbahn-row: Pfälz. Ludw. (Bayer. B.) 4 1/2 1/1.7 241.20: [593, 1309, 781, 1317]
pferdeloose-ad: [664, 697, 969, 770]
staatspapier-row: Bayerische Staatsanleihe 4 versch. 106.40: [23, 1213, 211, 1221]
berlin-row: Franzosen 156 3/4 157 1/2 Bochumer 156 1/4 156 1/2: [666, 142, 963, 151]
industrie-row: Brauerei Zierdorf 5 1/1 1/1 —: [403, 1316, 591, 1324]
staatspapier-row: do. Grundrenten-Ablös. 4 1/1.7 101.90: [23, 1235, 211, 1243]
hypothekar-row: Freisinger Brauerei 4 1/1.7 98.—: [593, 1423, 781, 1430]
staatspapier-row: do. von 1894 3 1/2 1/4.10 101.50: [23, 1287, 211, 1295]
berlin-row: Hibernia 164.00 Tendenz: ruhig.: [664, 176, 969, 184]
productenboerse-report-4: * Leipzig, 28. Febr. Kammzug-Terminhandel. La Plata Grundmuster B. per Februar —, per März M. 3.47 1/2, per April M. 3.47 1/2, per Mai M. 3.50, per Juni M. 3.52 1/2, per Juli M. 3.52 1/2, per August M. 3.55, per September M. 3.55, per October M. 3.57 1/2, per November M. 3.60, per December M. 3.62 1/2, per Januar M. 3.62 1/2. Umsatz 65,000 kg.: [664, 545, 969, 591]
bank-row: Münchener Bank 5 1/1 1/1 —: [213, 1200, 401, 1208]
pfandbrief-row: do. d.XXI u.XXII verl. a.1898 3 1/2 1/4.10 —: [213, 1324, 401, 1332]
